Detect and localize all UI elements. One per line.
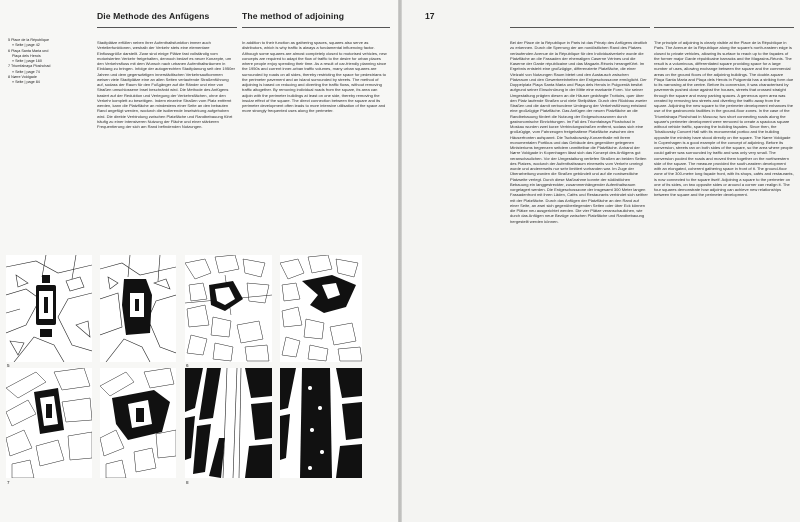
plan-6-after — [280, 255, 362, 362]
plan-7-after — [100, 368, 176, 478]
plan-5-before — [6, 255, 92, 362]
caption-line: 5 Place de la République — [8, 38, 50, 42]
caption-line: » Seite | page 84 — [12, 80, 40, 85]
caption-line: » Seite | page 42 — [12, 43, 40, 48]
body-text-english — [242, 40, 388, 162]
body-text-english — [654, 40, 794, 340]
paragraph: Stadtplätze erfüllen neben ihrer Aufenthaltsfunktion immer auch Verteilerfunktionen, weshalb der Verkehr stets eine elementare Einflussgröße darstellt. Zwar sind einige Plätze fast vollständig vom motorisierten Verkehr freigehalten, dennoch bedarf es neuer Konzepte, um den Verkehrsfluss mit dem Wunsch nach urbanen Aufenthaltsräumen in Einklang zu bringen. Infolge der autogerechten Stadtplanung seit den 1950er Jahren und dem gegenwärtigen innerstädtischen Verkehrsaufkommen weisen viele Stadtplätze eine an allen Seiten verlaufende Straßenführung auf, sodass der Raum für den Fußgänger auf die Ränder und eine von Straßen umschlossene Insel beschränkt wird. Die Methode des Anfügens basiert auf der Reduktion und Verlegung der Verkehrsflächen, ohne den Verkehr komplett zu beseitigen. Indem einzelne Straßen vom Platz entfernt werden, kann die Platzfläche an mindestens einer Seite an den bebauten Rand angefügt werden, wodurch die isolierende Inselwirkung aufgehoben wird. Die direkte Verbindung zwischen Platzfläche und Randbebauung führt häufig zu einer intensiveren Nutzung der Fläche und einer stärkeren Frequentierung der sich am Rand befindenden Nutzungen. — [97, 40, 235, 129]
figure-ground-plan — [6, 368, 92, 478]
figure-number: 7 — [7, 480, 10, 485]
paragraph: Bei der Place de la République in Paris ist das Prinzip des Anfügens deutlich zu erkennen. Durch die Sperrung der am nordöstlichen Rand des Platzes verlaufenden Avenue de la République für den Individualverkehr wurde die Platzfläche an die Fassaden der ehemaligen Caserne Vérines und die Kaserne der Garde républicaine und das Magazin-Réunis herangeführt. Im Ergebnis entsteht eine großzügige, differenzierte Platzfläche, die einer Vielzahl von Nutzungen Raum bietet und den Austausch zwischen Platzraum und den Gewerbeeinheiten der Erdgeschosszone ermöglicht. Der Doppelplatz Plaça Santa Maria und Plaça dels Herois in Puigcerdà besitzt aufgrund seiner Einschnürung in der Mitte eine markante Form. Vor seiner Umgestaltung prägten diesen an die Häuser gedrängte Trottoirs, quer über den Platz laufende Straßen und viele Stellplätze. Durch den Rückbau zweier Straßen und die damit verbundene Umlegung der Verkehrsführung entstand eine großzügige Platzfläche. Das Anfügen der neuen Platzfläche an die Randbebauung fördert die Nutzung der Erdgeschosszonen durch gastronomische Einrichtungen. Im Fall des Triumfalnaya Ploshchad in Moskau wurden zwei kurze Verbindungsstraßen entfernt, sodass sich eine großzügige, vom Fahrzeugen freigehaltene Platzfläche zwischen den Häuserfronten aufspannt. Die Tschaikowsky-Konzerthalle mit ihrem monumentalen Portikus und das Gebäude des gegenüber gelegenen Ministeriums begrenzen seitdem unmittelbar die Platzfläche. Anhand der Nørre Voldgade in Kopenhagen lässt sich das Konzept des Anfügens gut veranschaulichen. Vor der Umgestaltung verliefen Straßen an beiden Seiten des Platzes, wodurch der Aufenthaltsraum einerseits vom Verkehr umringt wurde und andererseits nur sehr limitiert vorhanden war. Im Zuge der Überarbeitung wurden die Straßen gebündelt und auf die nordwestliche Platzseite verlegt. Durch diese Maßnahme konnte der südöstlichen Bebauung ein langgestreckter, zusammenhängender Aufenthaltsraum vorgelagert werden. Die Erdgeschosszone der insgesamt 300 Meter langen Fassadenfront mit ihren Läden, Cafés und Restaurants verbindet sich seither mit der Platzfläche. Durch das Anfügen der Platzfläche an den Rand auf einer Seite, an zwei sich gegenüberliegenden Seiten oder über Eck können die Plätze neu ausgerichtet werden. Die vier Plätze veranschaulichen, wie durch das Anfügen neue Bezüge zwischen Platzfläche und Randbebauung hergestellt werden können. — [510, 40, 648, 224]
caption-line: 7 Triumfalnaya Ploshchad — [8, 64, 51, 69]
title-german: Die Methode des Anfügens — [97, 11, 210, 21]
caption-line: » Seite | page 160 — [12, 59, 42, 64]
plan-5-after — [100, 255, 176, 362]
caption-line: Plaça dels Herois — [12, 53, 41, 58]
title-rule-german — [510, 27, 650, 28]
figure-ground-plan — [6, 255, 92, 362]
figure-captions — [8, 38, 88, 86]
right-page — [402, 0, 800, 522]
paragraph: In addition to their function as gathering spaces, squares also serve as distributors, which is why traffic is always a fundamental influencing factor. Although some squares are almost completely closed to motorised vehicles, new concepts are required to adapt the flow of traffic to the desire for urban places where people enjoy spending their time. As a result of car-friendly planning since the 1950s and current inner-urban traffic volumes, many urban squares are surrounded by roads on all sides, thereby restricting the space for pedestrians to the perimeter pavement and an island surrounded by streets. The method of adjoining is based on reducing and diverting the traffic flows, without removing traffic altogether. By removing individual roads from the square, its area can adjoin with the perimeter buildings at least on one side, thereby removing the insular effect of the square. The direct connection between the square and its perimeter development often leads to more intensive utilisation of the space and more strongly frequented uses along the perimeter. — [242, 40, 387, 114]
body-text-german — [510, 40, 648, 382]
paragraph: The principle of adjoining is clearly visible at the Place de la République in Paris. The Avenue de la République along the square's north-eastern edge is closed to private vehicles, allowing its surface to reach up to the façades of the former major Garde républicaine barracks and the Magasins-Réunis. The result is a voluminous, differentiated square providing space for a large number of uses, allowing exchange between the square and the commercial areas on the ground floors of the adjoining buildings. The double-square Plaça Santa Maria and Plaça dels Herois in Puigcerdà has a striking form due to its narrowing at the centre. Before its conversion, it was characterised by pavements pushed close against the houses, streets that crossed straight through the square and many parking spaces. A generous open area was created by removing two streets and diverting the traffic away from the square. Adjoining the new square to the perimeter development enhances the use of the gastronomic facilities in the ground-floor zones. In the case of the Triumfalnaya Ploshchad in Moscow, two short connecting roads along the square's perimeter development were removed to create a spacious square without vehicle traffic, spanning the building façades. Since then, the Tchaikovsky Concert Hall with its monumental portico and the building opposite the ministry have stood directly on the square. The Nørre Voldgade in Copenhagen is a good example of the concept of adjoining. Before its conversion, streets ran on both sides of the square, so the area where people could gather was surrounded by traffic and was only very small. The conversion pooled the roads and moved them together on the northwestern side of the square. The measure provided the south-eastern development with an elongated, coherent gathering space in front of it. The ground-floor zone of the 300-metre long façade front, with its shops, cafés and restaurants, is now connected to the square itself. Adjoining a square to the perimeter on one of its sides, on two opposite sides or around a corner can realign it. The four squares demonstrate how adjoining can achieve new relationships between the square and the perimeter development. — [654, 40, 794, 198]
title-rule-english — [242, 27, 390, 28]
plan-8-before — [185, 368, 272, 478]
figure-ground-plan — [280, 255, 362, 362]
caption-line: 6 Plaça Santa Maria und — [8, 48, 49, 53]
figure-number: 6 — [186, 363, 189, 368]
plan-6-before — [185, 255, 272, 362]
figure-ground-plan — [280, 368, 362, 478]
left-page — [0, 0, 398, 522]
title-rule-german — [97, 27, 237, 28]
figure-number: 5 — [7, 363, 10, 368]
figure-ground-plan — [100, 368, 176, 478]
figure-ground-plan — [185, 368, 272, 478]
body-text-german — [97, 40, 235, 248]
caption-line: » Seite | page 74 — [12, 69, 40, 74]
figure-number: 8 — [186, 480, 189, 485]
page-number: 17 — [425, 11, 435, 21]
title-english: The method of adjoining — [242, 11, 345, 21]
plan-8-after — [280, 368, 362, 478]
title-rule-english — [654, 27, 794, 28]
caption-line: 8 Nørre Voldgade — [8, 75, 37, 80]
figure-ground-plan — [100, 255, 176, 362]
adjoined-square — [300, 368, 332, 478]
figure-ground-plan — [185, 255, 272, 362]
plan-7-before — [6, 368, 92, 478]
